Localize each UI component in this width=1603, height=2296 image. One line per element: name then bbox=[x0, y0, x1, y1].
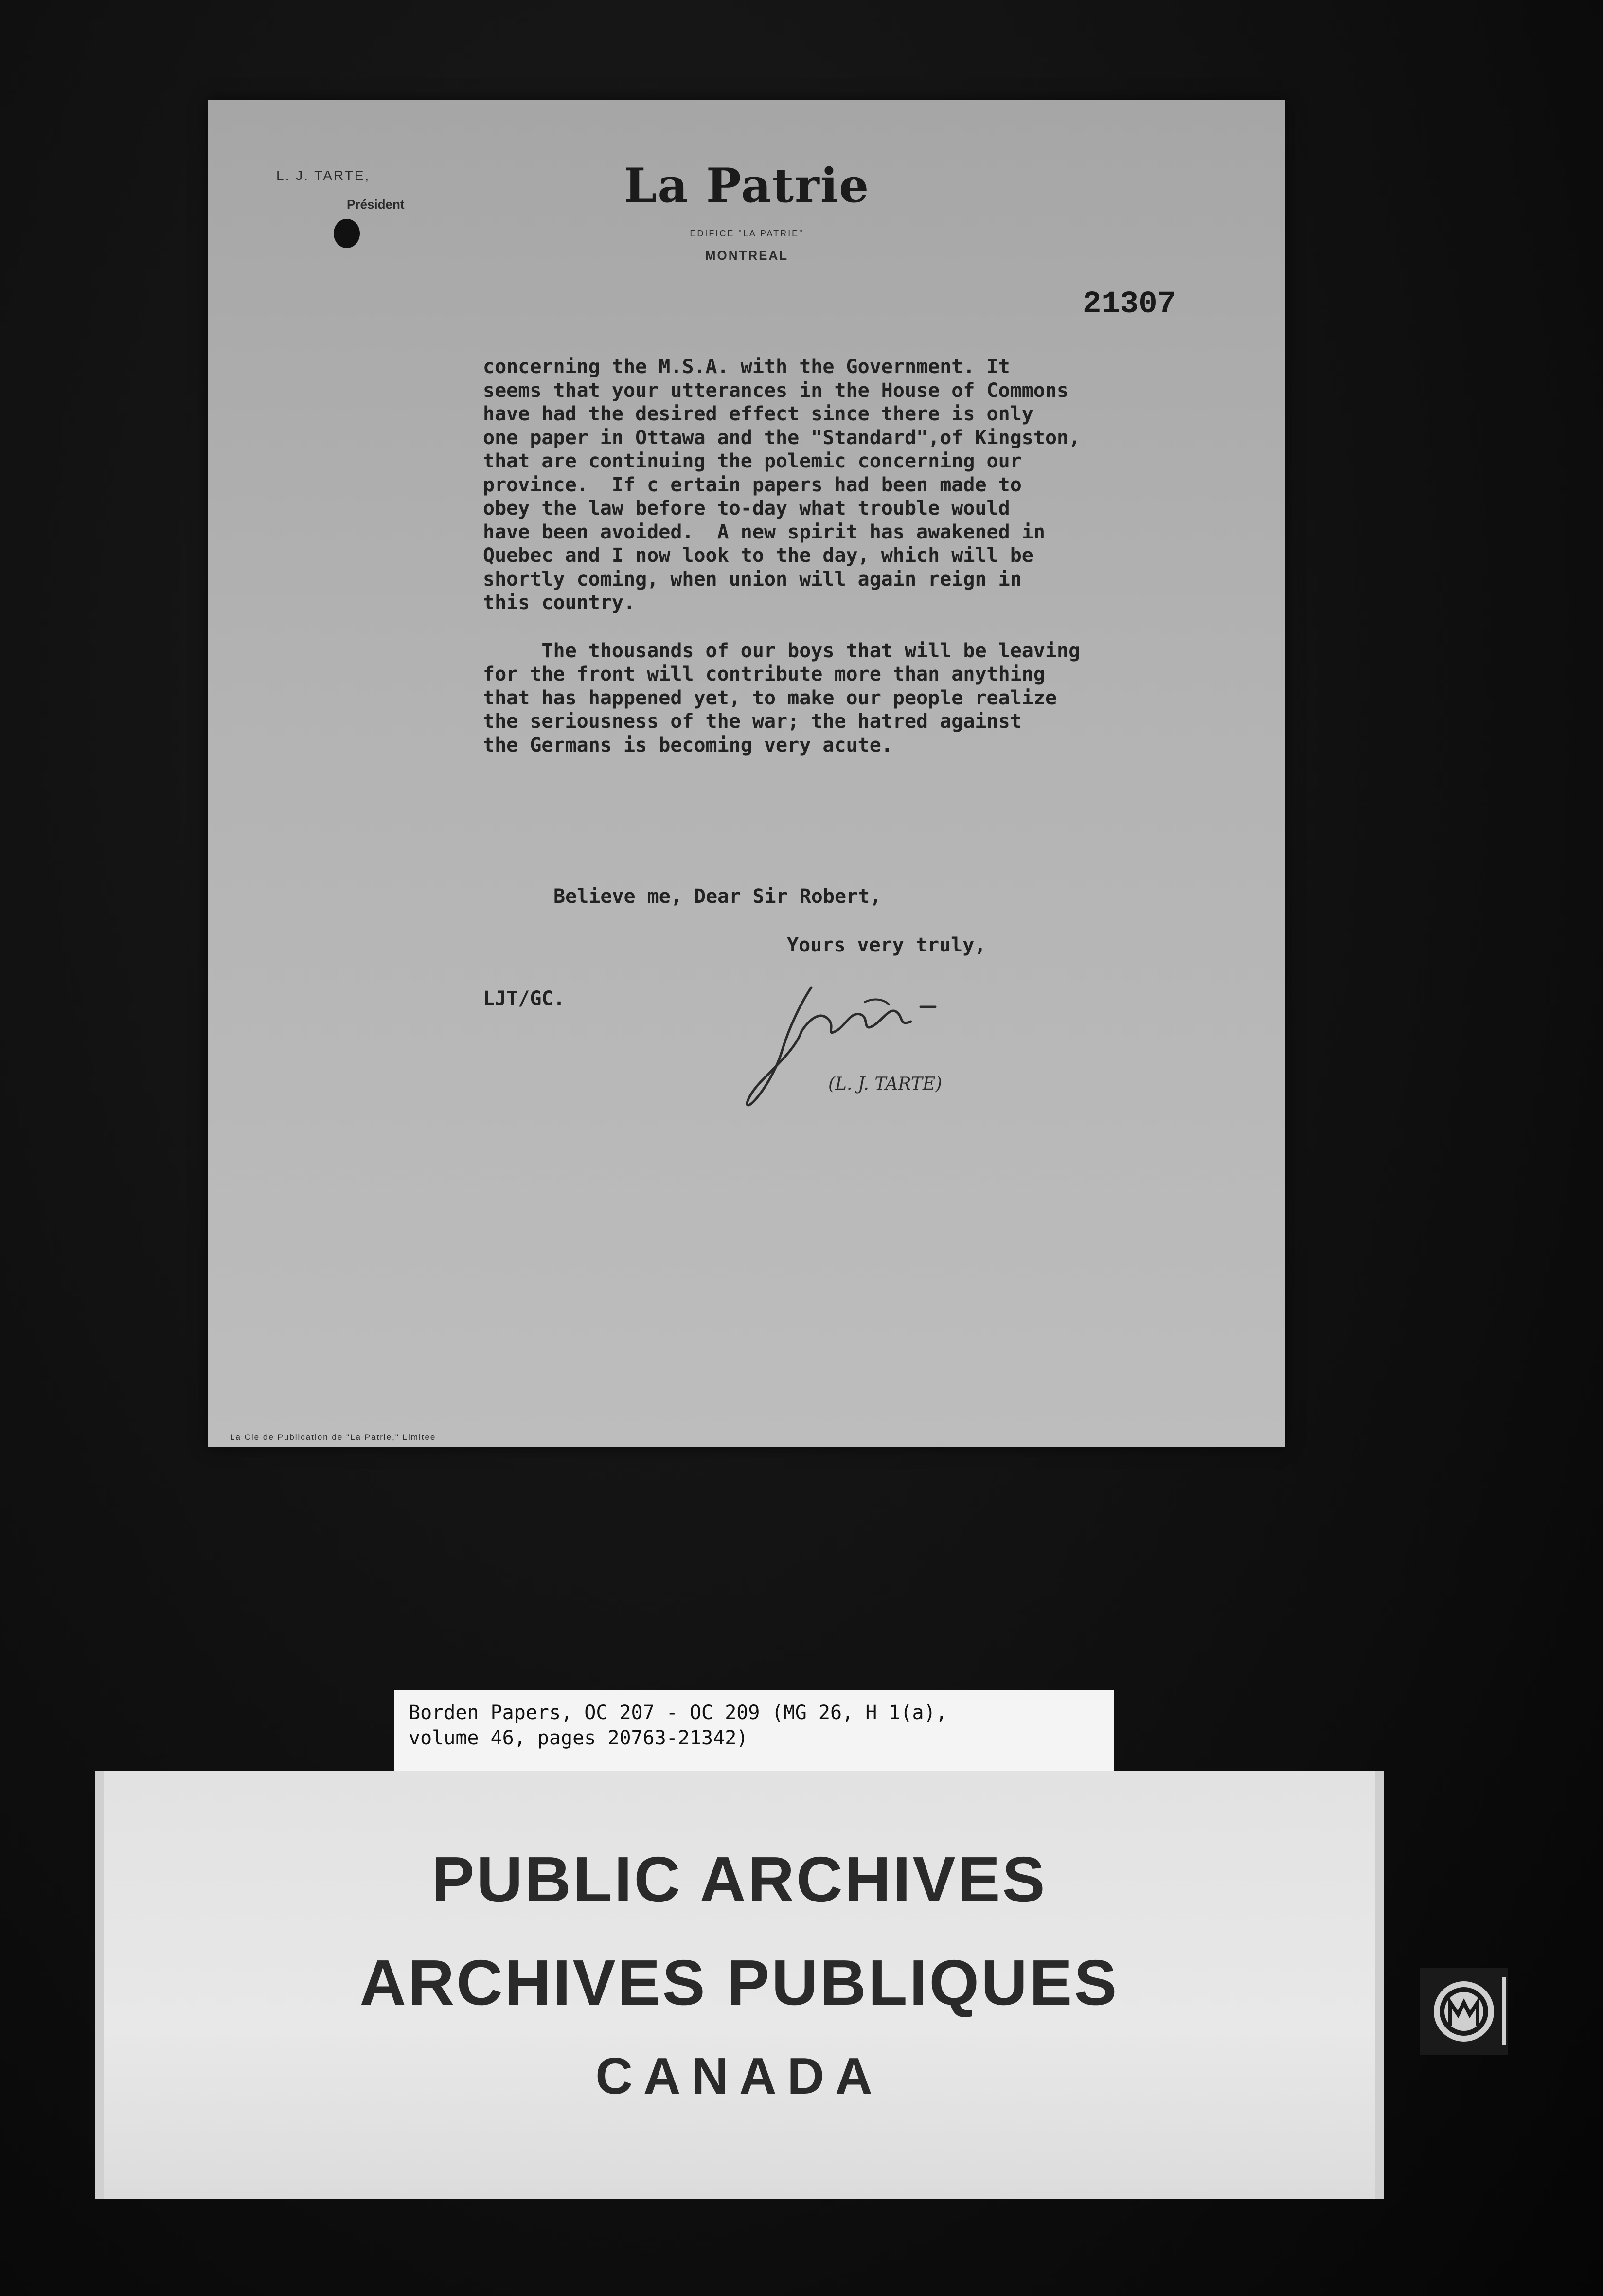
body-line: for the front will contribute more than anything bbox=[483, 663, 1045, 685]
paragraph-gap bbox=[483, 615, 1242, 639]
letterhead-building: EDIFICE "LA PATRIE" bbox=[690, 229, 804, 238]
letter-body bbox=[483, 355, 1242, 757]
typist-initials: LJT/GC. bbox=[483, 987, 565, 1010]
reference-line: Borden Papers, OC 207 - OC 209 (MG 26, H 1(a), bbox=[409, 1702, 947, 1724]
body-line: The thousands of our boys that will be leaving bbox=[483, 639, 1081, 662]
letter-page bbox=[208, 100, 1285, 1447]
archives-emblem-icon bbox=[1420, 1968, 1508, 2055]
archives-line-english: PUBLIC ARCHIVES bbox=[431, 1844, 1047, 1915]
body-line: Quebec and I now look to the day, which will be bbox=[483, 544, 1033, 567]
body-line: obey the law before to-day what trouble would bbox=[483, 497, 1010, 520]
letterhead-city: MONTREAL bbox=[705, 248, 789, 263]
handwritten-signature bbox=[743, 958, 1015, 1119]
letter-closing: Believe me, Dear Sir Robert, bbox=[553, 885, 882, 908]
archives-line-french: ARCHIVES PUBLIQUES bbox=[359, 1947, 1119, 2018]
reference-line: volume 46, pages 20763-21342) bbox=[409, 1727, 748, 1749]
reference-label bbox=[394, 1690, 1114, 1776]
body-line: shortly coming, when union will again reign in bbox=[483, 568, 1022, 591]
document-number: 21307 bbox=[1082, 287, 1176, 322]
letter-valediction: Yours very truly, bbox=[787, 934, 986, 956]
body-line: the seriousness of the war; the hatred against bbox=[483, 710, 1022, 733]
body-line: seems that your utterances in the House of Commons bbox=[483, 379, 1069, 402]
body-line: that are continuing the polemic concerning our bbox=[483, 450, 1022, 472]
body-line: province. If c ertain papers had been made to bbox=[483, 473, 1022, 496]
body-line: concerning the M.S.A. with the Government. It bbox=[483, 356, 1010, 378]
body-line: the Germans is becoming very acute. bbox=[483, 734, 893, 756]
archives-card bbox=[95, 1771, 1384, 2199]
body-line: have been avoided. A new spirit has awakened in bbox=[483, 520, 1045, 543]
body-line: this country. bbox=[483, 592, 636, 614]
newspaper-masthead: La Patrie bbox=[623, 158, 870, 213]
letterhead-name: L. J. TARTE, bbox=[276, 168, 371, 183]
body-line: have had the desired effect since there is only bbox=[483, 403, 1033, 425]
signature-caption: (L. J. TARTE) bbox=[828, 1074, 943, 1094]
body-line: one paper in Ottawa and the "Standard",of Kingston, bbox=[483, 426, 1081, 449]
body-line: that has happened yet, to make our people realize bbox=[483, 686, 1057, 709]
letterhead-title: Président bbox=[347, 197, 405, 212]
letterhead-imprint: La Cie de Publication de "La Patrie," Limitee bbox=[230, 1433, 436, 1442]
archives-line-country: CANADA bbox=[595, 2047, 883, 2105]
